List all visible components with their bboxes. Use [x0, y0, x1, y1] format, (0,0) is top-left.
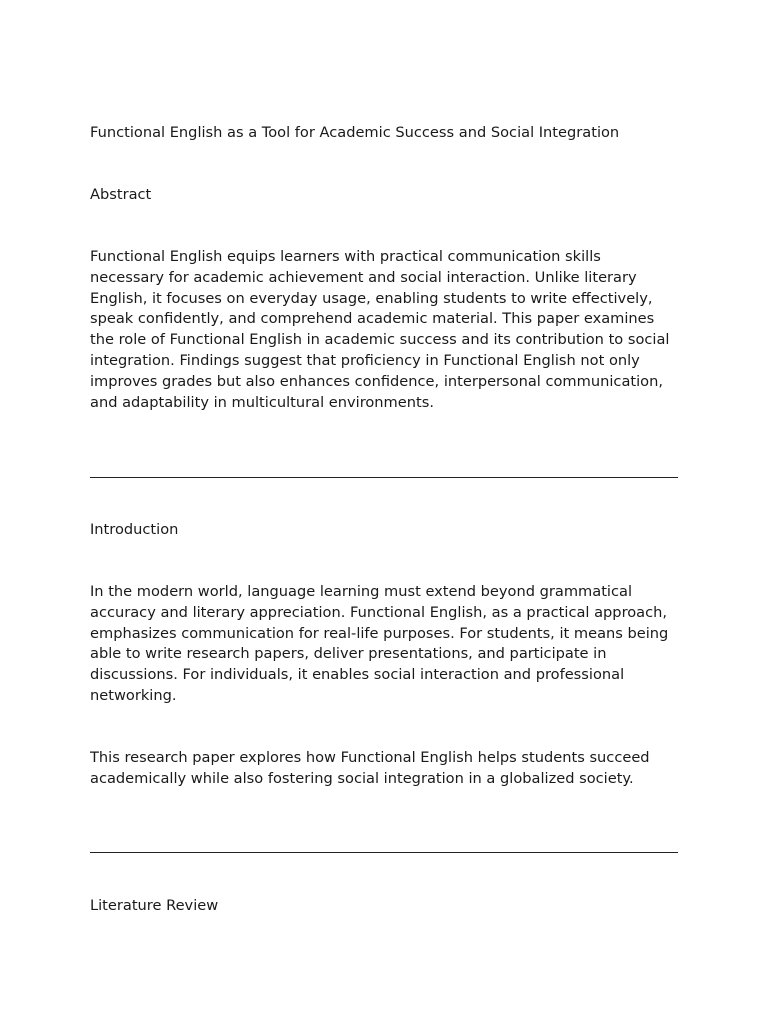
introduction-heading: Introduction — [90, 521, 179, 538]
introduction-paragraph: In the modern world, language learning must extend beyond grammatical accuracy and literary appreciation. Functional English, as a practical approach, emphasizes communication for real-life purposes. For students, it means being able to write research papers, deliver presentations, and participate in discussions. For individuals, it enables social interaction and professional networking. — [90, 583, 669, 704]
abstract-heading: Abstract — [90, 186, 152, 203]
section-divider — [90, 477, 678, 478]
abstract-paragraph: Functional English equips learners with practical communication skills necessary for academic achievement and social interaction. Unlike literary English, it focuses on everyday usage, enabling students to write effectively, speak confidently, and comprehend academic material. This paper examines the role of Functional English in academic success and its contribution to social integration. Findings suggest that proficiency in Functional English not only improves grades but also enhances confidence, interpersonal communication, and adaptability in multicultural environments. — [90, 248, 670, 411]
section-divider — [90, 852, 678, 853]
introduction-paragraph: This research paper explores how Functional English helps students succeed academically while also fostering social integration in a globalized society. — [90, 749, 650, 787]
document-page — [90, 0, 678, 1024]
paper-title: Functional English as a Tool for Academic Success and Social Integration — [90, 124, 620, 141]
literature-review-heading: Literature Review — [90, 897, 219, 914]
